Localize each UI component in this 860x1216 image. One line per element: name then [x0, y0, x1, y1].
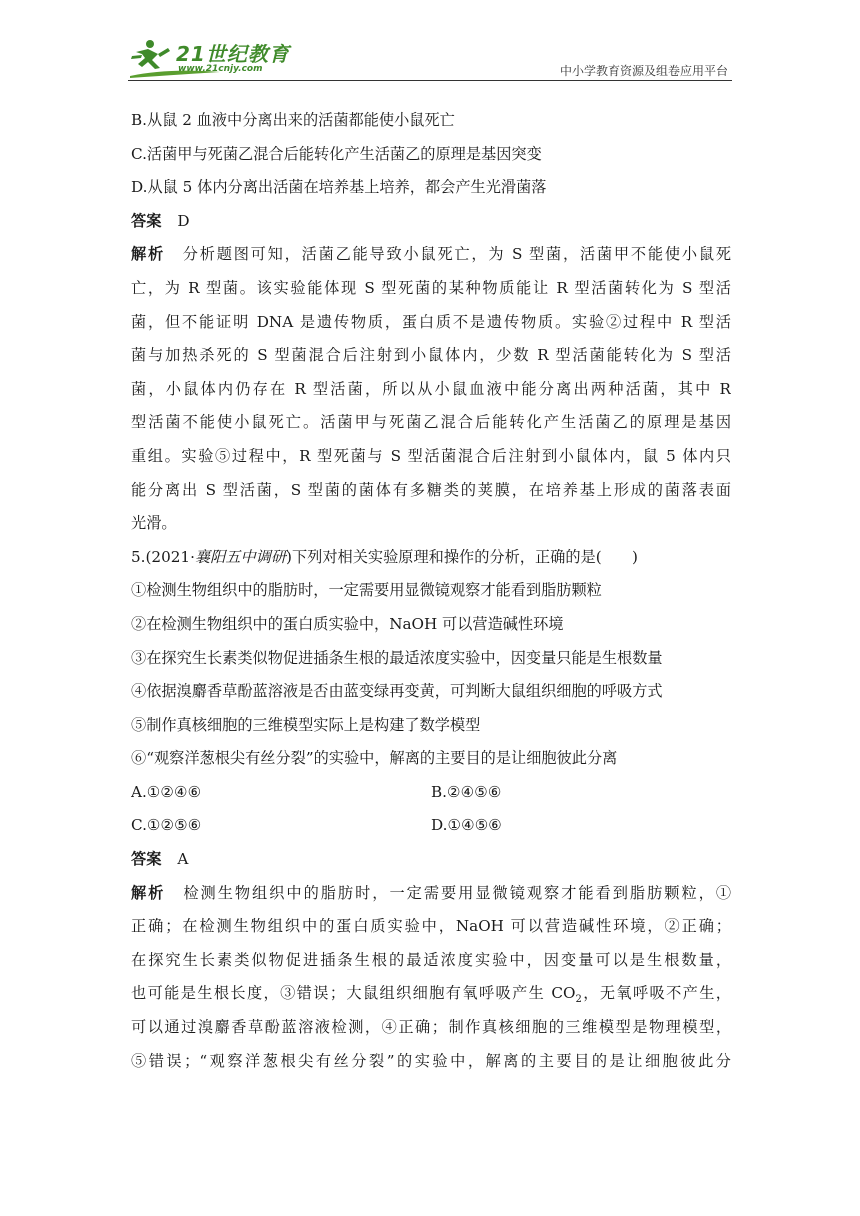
q5-options-row [131, 776, 731, 810]
q5-option-b: B.②④⑤⑥ [431, 782, 502, 801]
q4-analysis-line: 型活菌不能使小鼠死亡。活菌甲与死菌乙混合后能转化产生活菌乙的原理是基因 [131, 413, 731, 432]
q4-answer [131, 205, 731, 239]
logo-text: 21世纪教育 [176, 42, 290, 66]
q5-statement: ②在检测生物组织中的蛋白质实验中，NaOH 可以营造碱性环境 [131, 614, 564, 633]
answer-label: 答案 [131, 850, 162, 869]
q4-analysis-line: 解析 分析题图可知，活菌乙能导致小鼠死亡，为 S 型菌，活菌甲不能使小鼠死 [131, 245, 731, 264]
answer-value: A [177, 850, 189, 869]
q5-analysis-line: 在探究生长素类似物促进插条生根的最适浓度实验中，因变量可以是生根数量， [131, 950, 731, 969]
analysis-label: 解析 [131, 245, 165, 264]
q5-statement: ⑥“观察洋葱根尖有丝分裂”的实验中，解离的主要目的是让细胞彼此分离 [131, 749, 618, 768]
logo-url: www.21cnjy.com [178, 64, 263, 74]
q5-analysis-line: 正确；在检测生物组织中的蛋白质实验中，NaOH 可以营造碱性环境，②正确； [131, 917, 731, 936]
platform-name: 中小学教育资源及组卷应用平台 [559, 64, 728, 78]
q5-statement: ③在探究生长素类似物促进插条生根的最适浓度实验中，因变量只能是生根数量 [131, 648, 663, 667]
q5-analysis-line: ⑤错误；“观察洋葱根尖有丝分裂”的实验中，解离的主要目的是让细胞彼此分 [131, 1051, 731, 1070]
q4-option-d: D.从鼠 5 体内分离出活菌在培养基上培养，都会产生光滑菌落 [131, 178, 547, 197]
q5-source: 襄阳五中调研 [194, 547, 287, 566]
q5-option-c: C.①②⑤⑥ [131, 816, 202, 835]
q5-option-a: A.①②④⑥ [131, 782, 202, 801]
q4-analysis-line: 菌，但不能证明 DNA 是遗传物质，蛋白质不是遗传物质。实验②过程中 R 型活 [131, 312, 731, 331]
q5-option-d: D.①④⑤⑥ [431, 816, 502, 835]
q5-analysis-line: 解析 检测生物组织中的脂肪时，一定需要用显微镜观察才能看到脂肪颗粒，① [131, 883, 731, 902]
page-header [128, 34, 732, 82]
q4-option-c: C.活菌甲与死菌乙混合后能转化产生活菌乙的原理是基因突变 [131, 144, 542, 163]
q5-answer [131, 843, 731, 877]
q5-statement: ⑤制作真核细胞的三维模型实际上是构建了数学模型 [131, 715, 481, 734]
q5-options-row [131, 809, 731, 843]
q4-analysis-line: 菌与加热杀死的 S 型菌混合后注射到小鼠体内，少数 R 型活菌能转化为 S 型活 [131, 346, 731, 365]
site-logo[interactable] [128, 34, 298, 80]
answer-label: 答案 [131, 211, 162, 230]
q4-analysis-line: 光滑。 [131, 514, 177, 533]
q5-statement: ①检测生物组织中的脂肪时，一定需要用显微镜观察才能看到脂肪颗粒 [131, 581, 602, 600]
q4-analysis-line: 重组。实验⑤过程中，R 型死菌与 S 型活菌混合后注射到小鼠体内，鼠 5 体内只 [131, 446, 731, 465]
q4-analysis-line: 菌，小鼠体内仍存在 R 型活菌，所以从小鼠血液中能分离出两种活菌，其中 R [131, 379, 731, 398]
q5-analysis-line: 可以通过溴麝香草酚蓝溶液检测，④正确；制作真核细胞的三维模型是物理模型， [131, 1018, 731, 1037]
analysis-label: 解析 [131, 883, 166, 902]
q4-analysis-line: 亡，为 R 型菌。该实验能体现 S 型死菌的某种物质能让 R 型活菌转化为 S 型活 [131, 278, 731, 297]
q4-option-b: B.从鼠 2 血液中分离出来的活菌都能使小鼠死亡 [131, 111, 455, 129]
q5-statement: ④依据溴麝香草酚蓝溶液是否由蓝变绿再变黄，可判断大鼠组织细胞的呼吸方式 [131, 682, 663, 701]
q4-analysis-line: 能分离出 S 型活菌，S 型菌的菌体有多糖类的荚膜，在培养基上形成的菌落表面 [131, 480, 731, 499]
header-divider [128, 80, 732, 81]
q5-analysis-line: 也可能是生根长度，③错误；大鼠组织细胞有氧呼吸产生 $CO_2$，无氧呼吸不产生， [131, 984, 731, 1006]
q5-stem: 5.(2021·襄阳五中调研)下列对相关实验原理和操作的分析，正确的是( ) [131, 547, 638, 566]
answer-value: D [177, 211, 190, 230]
document-body [131, 104, 731, 1078]
